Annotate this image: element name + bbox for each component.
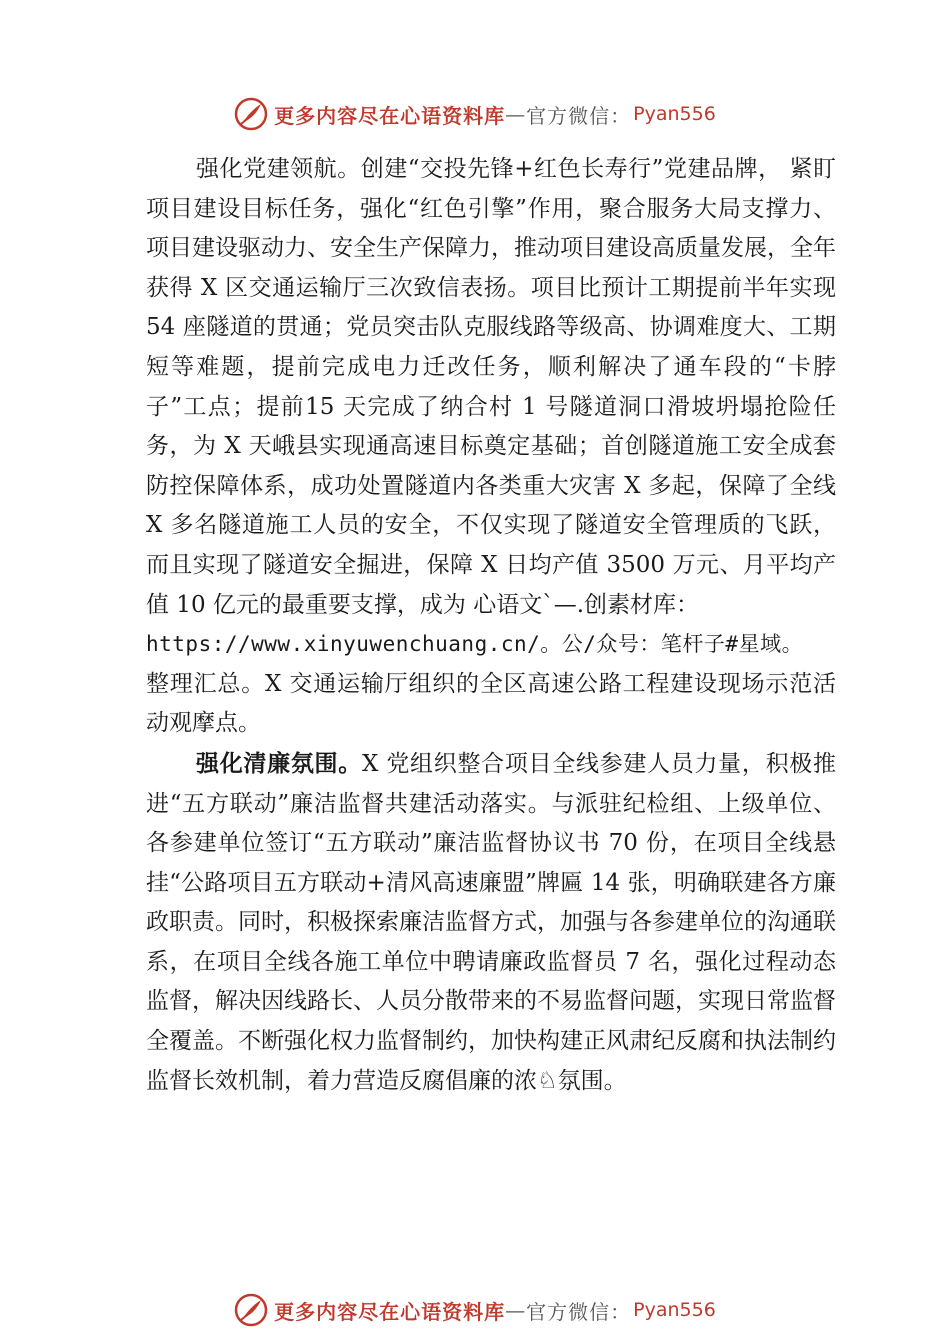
paragraph-clean-governance — [146, 744, 836, 1101]
quill-pen-logo-icon — [234, 97, 268, 131]
document-body — [146, 150, 836, 1101]
brand-text: 更多内容尽在心语资料库 — [274, 1299, 506, 1324]
banner-separator: — — [505, 102, 527, 126]
official-wechat-label: 官方微信： — [526, 1299, 632, 1324]
paragraph1-url-line: https://www.xinyuwenchuang.cn/。公/众号：笔杆子#星域。 — [146, 632, 804, 657]
paragraph1-tail: 整理汇总。X 交通运输厅组织的全区高速公路工程建设现场示范活动观摩点。 — [146, 670, 836, 737]
banner-separator: — — [505, 1298, 527, 1322]
official-wechat-label: 官方微信： — [526, 103, 632, 128]
wechat-id: Pyan556 — [633, 103, 716, 125]
footer-banner — [0, 1290, 950, 1330]
header-banner — [0, 94, 950, 134]
quill-pen-logo-icon — [234, 1293, 268, 1327]
paragraph-party-building — [146, 150, 836, 625]
paragraph1-body: 创建“交投先锋+红色长寿行”党建品牌， 紧盯项目建设目标任务，强化“红色引擎”作用，聚合服务大局支撑力、项目建设驱动力、安全生产保障力，推动项目建设高质量发展，全年获得 X 区交通运输厅三次致信表扬。项目比预计工期提前半年实现 54 座隧道的贯通；党员突击队克服线路等级高、协调难度大、工期短等难题，提前完成电力迁改任务，顺利解决了通车段的“卡脖子”工点；提前15 天完成了纳合村 1 号隧道洞口滑坡坍塌抢险任务，为 X 天峨县实现通高速目标奠定基础；首创隧道施工安全成套防控保障体系，成功处置隧道内各类重大灾害 X 多起，保障了全线X 多名隧道施工人员的安全，不仅实现了隧道安全管理质的飞跃，而且实现了隧道安全掘进，保障 X 日均产值 3500 万元、月平均产值 10 亿元的最重要支撑，成为 心语文`—.创素材库： — [146, 156, 837, 618]
paragraph2-body: X 党组织整合项目全线参建人员力量，积极推进“五方联动”廉洁监督共建活动落实。与派驻纪检组、上级单位、各参建单位签订“五方联动”廉洁监督协议书 70 份，在项目全线悬挂“公路项目五方联动+清风高速廉盟”牌匾 14 张，明确联建各方廉政职责。同时，积极探索廉洁监督方式，加强与各参建单位的沟通联系，在项目全线各施工单位中聘请廉政监督员 7 名，强化过程动态监督，解决因线路长、人员分散带来的不易监督问题，实现日常监督全覆盖。不断强化权力监督制约，加快构建正风肃纪反腐和执法制约监督长效机制，着力营造反腐倡廉的浓♘氛围。 — [146, 750, 837, 1094]
paragraph2-lead: 强化清廉氛围。 — [196, 749, 362, 777]
brand-text: 更多内容尽在心语资料库 — [274, 103, 506, 128]
paragraph1-lead: 强化党建领航。 — [196, 156, 361, 182]
wechat-id: Pyan556 — [633, 1299, 716, 1321]
